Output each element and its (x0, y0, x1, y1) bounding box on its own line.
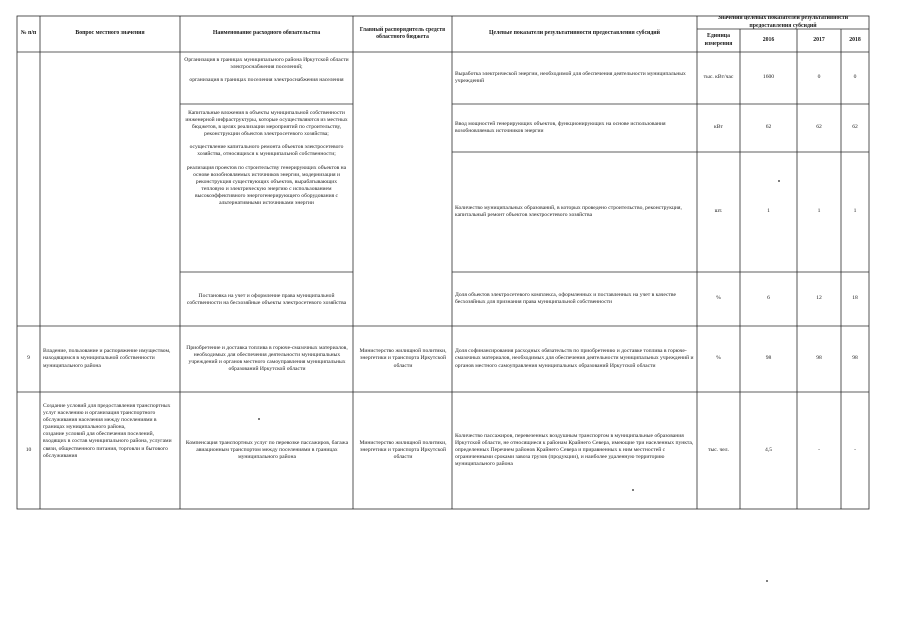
value-text: 1 (853, 208, 857, 215)
unit-cell (697, 152, 740, 272)
unit-cell (697, 104, 740, 152)
value-text: 1 (767, 208, 770, 215)
obligation-text: организация в границах поселения электроснабжения населения (189, 77, 344, 84)
scan-speck (766, 580, 768, 582)
value-text: 0 (817, 74, 821, 81)
row-10-indicator (455, 392, 695, 509)
manager-text: Министерство жилищной политики, энергетики и транспорта Иркутской области (359, 348, 447, 369)
header-manager (355, 16, 450, 52)
indicator-renewable-capacity (455, 104, 695, 152)
value-2016-cell (740, 54, 797, 102)
scan-speck (258, 418, 260, 420)
header-indicator (454, 16, 695, 52)
header-number-text: № п/п (20, 30, 37, 37)
value-2017-cell (797, 272, 841, 326)
value-2016-cell (740, 104, 797, 152)
indicator-text: Доля объектов электросетевого комплекса, оформленных и поставленных на учет в качестве бесхозяйных для признания права муниципальной собственности (455, 291, 677, 305)
obligation-electricity-supply (184, 57, 349, 103)
obligation-text: Капитальные вложения в объекты муниципальной собственности инженерной инфраструктуры, которые осуществляются из местных бюджетов, в целях реализации мероприятий по строительству, реконструкции объектов электросетевого хозяйства; (185, 110, 348, 138)
value-text: 62 (816, 124, 822, 131)
unit-text: шт. (714, 208, 723, 215)
value-2016-cell (740, 392, 797, 509)
value-2018-cell (841, 392, 869, 509)
indicator-ownerless-share (455, 272, 695, 326)
row-number-text: 10 (25, 446, 32, 453)
value-2017-cell (797, 54, 841, 102)
header-obligation (180, 16, 353, 52)
value-text: 4,5 (765, 446, 772, 453)
header-year-2017 (797, 29, 841, 52)
unit-cell (697, 326, 740, 392)
scan-speck (632, 489, 634, 491)
value-2018-cell (841, 54, 869, 102)
unit-cell (697, 54, 740, 102)
manager-text: Министерство жилищной политики, энергетики и транспорта Иркутской области (359, 439, 447, 461)
value-text: 6 (767, 295, 770, 302)
value-text: - (854, 446, 856, 453)
indicator-text: Количество муниципальных образований, в которых проведено строительство, реконструкция, капитальный ремонт объектов электросетевого хозяйства (455, 204, 682, 218)
header-manager-text: Главный распорядитель средств областного бюджета (359, 26, 446, 40)
obligation-text: Постановка на учет и оформление права муниципальной собственности на бесхозяйные объекты электросетевого хозяйства (186, 292, 347, 306)
value-2017-cell (797, 326, 841, 392)
header-year-2016 (740, 29, 797, 52)
header-year-2017-text: 2017 (813, 36, 825, 43)
question-text: Создание условий для предоставления транспортных услуг населению и организация транспортного обслуживания населения между поселениями в границах муниципального района, (43, 403, 171, 431)
value-text: - (818, 446, 820, 453)
value-text: 1600 (762, 74, 775, 81)
row-9-number (17, 326, 40, 392)
unit-text: тыс. кВт/час (703, 74, 734, 81)
value-text: 62 (765, 124, 772, 131)
obligation-text: осуществление капитального ремонта объектов электросетевого хозяйства, относящихся к муниципальной собственности; (189, 144, 344, 158)
value-2018-cell (841, 272, 869, 326)
header-indicator-text: Целевые показатели результативности предоставления субсидий (489, 30, 660, 37)
header-obligation-text: Наименование расходного обязательства (212, 30, 321, 37)
header-question-text: Вопрос местного значения (75, 30, 145, 37)
indicator-text: Доля софинансирования расходных обязательств по приобретению и доставке топлива в горюче-смазочных материалов, необходимых для обеспечения деятельности муниципальных учреждений и органов местного самоуправления муниципальных образований Иркутской области (455, 348, 694, 369)
value-text: 18 (852, 295, 858, 302)
row-9-manager (358, 326, 448, 392)
value-2017-cell (797, 104, 841, 152)
row-10-number (17, 392, 40, 509)
scan-speck (778, 180, 780, 182)
question-text: Владение, пользование и распоряжение имуществом, находящимся в муниципальной собственности муниципального района (43, 348, 171, 369)
indicator-electricity-generation (455, 54, 695, 102)
value-2016-cell (740, 326, 797, 392)
obligation-text: реализация проектов по строительству генерирующих объектов на основе возобновляемых источников энергии, модернизация и реконструкция существующих объектов, вырабатывающих тепловую и электрическую энергию с использованием высокоэффективного энергогенерирующего оборудования с альтернативными источниками энергии (186, 164, 347, 207)
header-year-2018 (841, 29, 869, 52)
header-unit-text: Единица измерения (704, 33, 733, 47)
row-10-question (43, 403, 178, 507)
indicator-text: Количество пассажиров, перевезенных воздушным транспортом в муниципальные образования Иркутской области, не относящиеся к районам Крайнего Севера, имеющие три населенных пункта, определенных Перечнем районов Крайнего Севера и приравненных к ним местностей с ограниченными сроками завоза грузов (продукции), и наиболее удаленную территорию муниципального района (455, 432, 694, 468)
question-text: создание условий для обеспечения поселений, входящих в состав муниципального района, услугами связи, общественного питания, торговли и бытового обслуживания (43, 431, 172, 459)
unit-cell (697, 392, 740, 509)
indicator-text: Выработка электрической энергии, необходимой для обеспечения деятельности муниципальных учреждений (455, 70, 686, 84)
value-2018-cell (841, 326, 869, 392)
value-2018-cell (841, 104, 869, 152)
value-text: 98 (765, 355, 772, 362)
header-values-group (699, 16, 867, 29)
value-2016-cell (740, 272, 797, 326)
obligation-ownerless-objects (184, 276, 349, 324)
value-2018-cell (841, 152, 869, 272)
obligation-text: Приобретение и доставка топлива в горюче-смазочных материалов, необходимых для обеспечения деятельности муниципальных учреждений и органов местного самоуправления муниципальных образований Иркутской области (186, 344, 348, 373)
unit-text: % (716, 355, 721, 362)
header-year-2018-text: 2018 (849, 36, 861, 43)
unit-cell (697, 272, 740, 326)
indicator-text: Ввод мощностей генерирующих объектов, функционирующих на основе использования возобновляемых источников энергии (455, 120, 666, 134)
row-10-manager (358, 392, 448, 509)
header-question (40, 16, 180, 52)
obligation-capital-investments (184, 110, 349, 270)
row-9-indicator (455, 326, 695, 392)
value-text: 98 (816, 355, 822, 362)
obligation-text: Организация в границах муниципального района Иркутской области электроснабжения поселений; (184, 57, 349, 71)
value-2016-cell (740, 152, 797, 272)
header-values-group-text: Значения целевых показателей результативности предоставления субсидий (717, 16, 849, 29)
header-year-2016-text: 2016 (762, 36, 775, 43)
header-number (17, 16, 40, 52)
unit-text: кВт (714, 124, 723, 131)
row-9-obligation (184, 326, 350, 392)
value-text: 0 (853, 74, 857, 81)
header-unit (697, 29, 740, 52)
obligation-text: Компенсация транспортных услуг по перевозке пассажиров, багажа авиационным транспортом между поселениями в границах муниципального района (185, 439, 349, 461)
unit-text: тыс. чел. (708, 446, 729, 453)
value-text: 98 (852, 355, 858, 362)
indicator-municipalities-count (455, 152, 695, 272)
row-9-question (43, 326, 178, 392)
row-number-text: 9 (27, 355, 30, 362)
value-2017-cell (797, 392, 841, 509)
value-2017-cell (797, 152, 841, 272)
row-10-obligation (184, 392, 350, 509)
value-text: 12 (816, 295, 822, 302)
unit-text: % (716, 295, 721, 302)
value-text: 62 (852, 124, 858, 131)
value-text: 1 (817, 208, 821, 215)
